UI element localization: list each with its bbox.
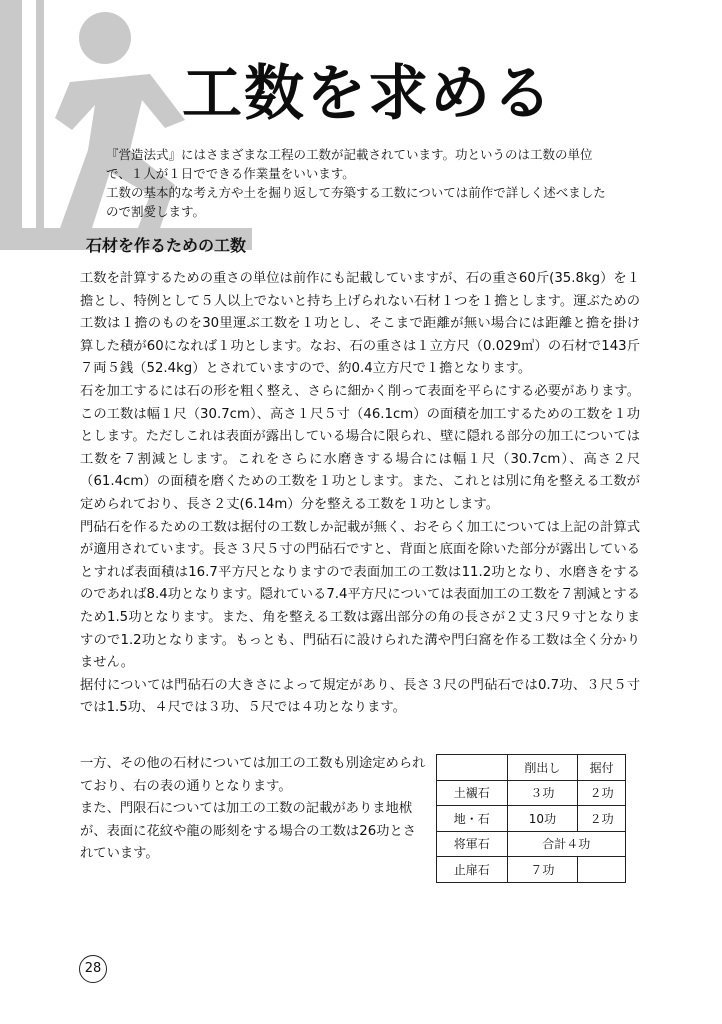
table-cell: ２功 — [578, 780, 626, 806]
section-heading: 石材を作るための工数 — [86, 236, 247, 255]
table-cell: 地・石 — [437, 806, 508, 832]
table-cell: 合計４功 — [507, 831, 625, 857]
table-cell: 10功 — [507, 806, 578, 832]
side-paragraph: また、門限石については加工の工数の記載がありま地栿が、表面に花紋や龍の彫刻をする場合の工数は26功とされています。 — [80, 801, 417, 862]
body-paragraph: 石を加工するには石の形を粗く整え、さらに細かく削って表面を平らにする必要があります。この工数は幅１尺（30.7cm）、高さ１尺５寸（46.1cm）の面積を加工するための工数を１功とします。ただしこれは表面が露出している場合に限られ、壁に隠れる部分の加工については工数を７割減とします。これをさらに水磨きする場合には幅１尺（30.7cm）、高さ２尺（61.4cm）の面積を磨くための工数を１功とします。また、これとは別に角を整える工数が定められており、長さ２丈(6.14m）分を整える工数を１功とします。 — [80, 383, 640, 512]
page-title: 工数を求める — [182, 59, 554, 129]
table-cell: 将軍石 — [437, 831, 508, 857]
intro-paragraph: 『営造法式』にはさまざまな工程の工数が記載されています。功というのは工数の単位で、１人が１日でできる作業量をいいます。 — [106, 147, 593, 181]
table-cell: ７功 — [507, 857, 578, 883]
intro-paragraph: 工数の基本的な考え方や土を掘り返して夯築する工数については前作で詳しく述べましたので割愛します。 — [106, 185, 606, 219]
table-row — [437, 857, 626, 883]
work-hours-table — [436, 754, 626, 883]
table-cell: 止扉石 — [437, 857, 508, 883]
table-cell: 土襯石 — [437, 780, 508, 806]
side-paragraph: 一方、その他の石材については加工の工数も別途定められており、右の表の通りとなります。 — [80, 756, 426, 794]
body-paragraph: 門砧石を作るための工数は据付の工数しか記載が無く、おそらく加工については上記の計算式が適用されています。長さ３尺５寸の門砧石ですと、背面と底面を除いた部分が露出しているとすれば表面積は16.7平方尺となりますので表面加工の工数は11.2功となり、水磨きをするのであれば8.4功となります。隠れている7.4平方尺については表面加工の工数を７割減とするため1.5功となります。また、角を整える工数は露出部分の角の長さが２丈３尺９寸となりますので1.2功となります。もっとも、門砧石に設けられた溝や門臼窩を作る工数は全く分かりません。 — [80, 519, 640, 671]
table-header-cell: 据付 — [578, 755, 626, 781]
page-number: 28 — [79, 955, 107, 983]
body-text — [80, 268, 640, 720]
table-row — [437, 831, 626, 857]
table-cell: ３功 — [507, 780, 578, 806]
table-row — [437, 780, 626, 806]
table-row — [437, 806, 626, 832]
body-paragraph: 据付については門砧石の大きさによって規定があり、長さ３尺の門砧石では0.7功、３尺５寸では1.5功、４尺では３功、５尺では４功となります。 — [80, 677, 640, 716]
table-cell — [578, 857, 626, 883]
table-header-cell: 削出し — [507, 755, 578, 781]
table-header-row — [437, 755, 626, 781]
side-text — [80, 753, 428, 866]
table-header-cell — [437, 755, 508, 781]
body-paragraph: 工数を計算するための重さの単位は前作にも記載していますが、石の重さ60斤(35.8kg）を１擔とし、特例として５人以上でないと持ち上げられない石材１つを１擔とします。運ぶための工数は１擔のものを30里運ぶ工数を１功とし、そこまで距離が無い場合には距離と擔を掛け算した積が60になれば１功とします。なお、石の重さは１立方尺（0.029㎥）の石材で143斤７両５銭（52.4kg）とされていますので、約0.4立方尺で１擔となります。 — [80, 271, 640, 377]
intro-text — [106, 145, 606, 221]
table-cell: ２功 — [578, 806, 626, 832]
